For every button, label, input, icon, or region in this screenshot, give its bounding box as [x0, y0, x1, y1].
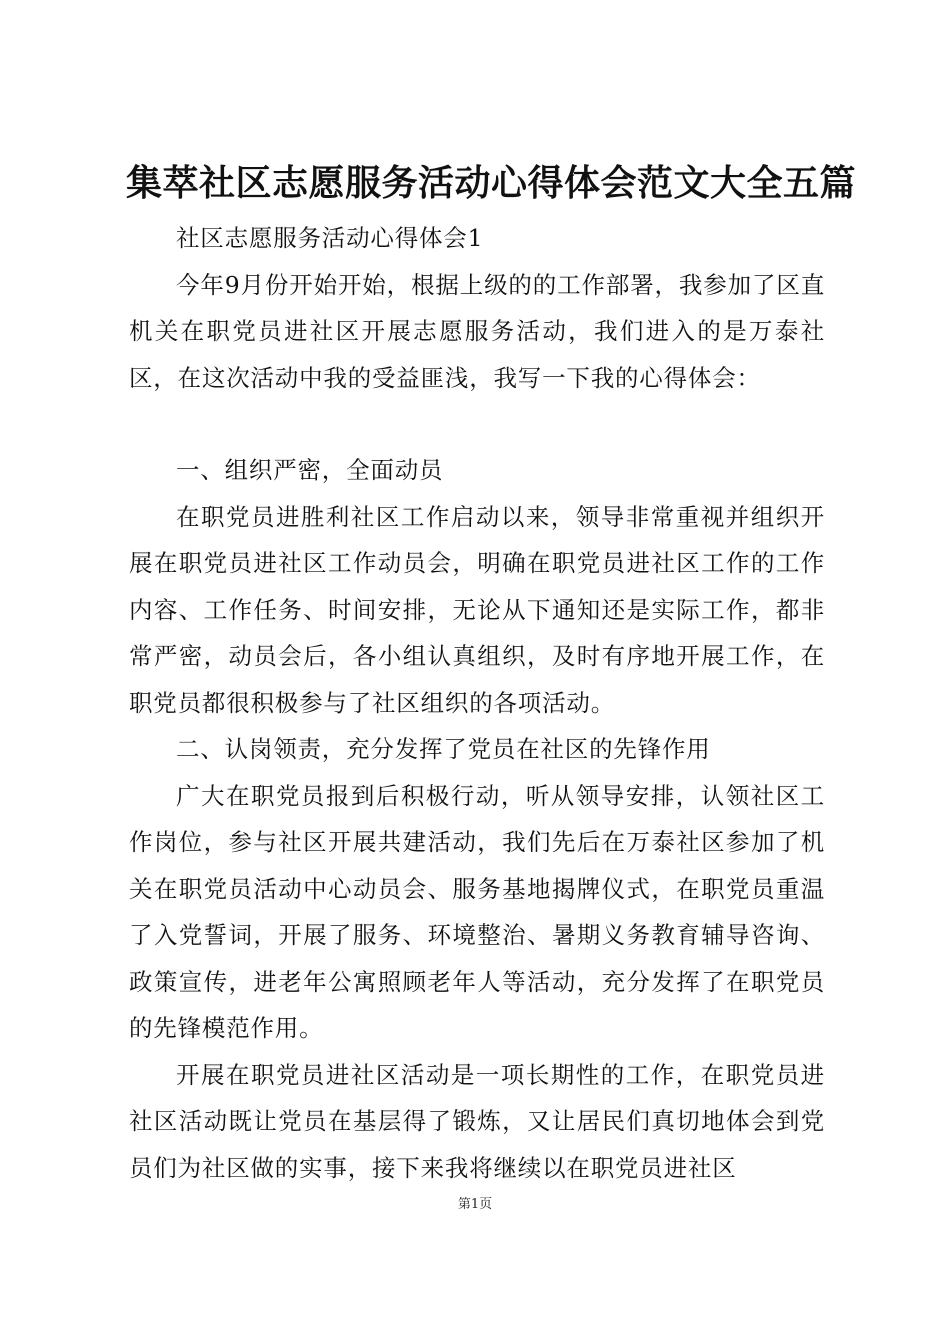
paragraph-longterm: 开展在职党员进社区活动是一项长期性的工作，在职党员进社区活动既让党员在基层得了锻炼，又让居民们真切地体会到党员们为社区做的实事，接下来我将继续以在职党员进社区 [129, 1060, 825, 1182]
heading-organize: 一、组织严密，全面动员 [176, 456, 444, 484]
document-body [129, 215, 825, 1191]
intro-paragraph: 今年9月份开始开始，根据上级的的工作部署，我参加了区直机关在职党员进社区开展志愿服务活动，我们进入的是万泰社区，在这次活动中我的受益匪浅，我写一下我的心得体会： [129, 270, 825, 392]
blank-line [129, 401, 825, 447]
section-heading-1: 社区志愿服务活动心得体会1 [176, 224, 484, 252]
heading-responsibility: 二、认岗领责，充分发挥了党员在社区的先锋作用 [176, 735, 711, 763]
paragraph-organize: 在职党员进胜利社区工作启动以来，领导非常重视并组织开展在职党员进社区工作动员会，明确在职党员进社区工作的工作内容、工作任务、时间安排，无论从下通知还是实际工作，都非常严密，动员会后，各小组认真组织，及时有序地开展工作，在职党员都很积极参与了社区组织的各项活动。 [129, 502, 825, 717]
document-title: 集萃社区志愿服务活动心得体会范文大全五篇 [126, 162, 857, 204]
paragraph-responsibility: 广大在职党员报到后积极行动，听从领导安排，认领社区工作岗位，参与社区开展共建活动，我们先后在万泰社区参加了机关在职党员活动中心动员会、服务基地揭牌仪式，在职党员重温了入党誓词，开展了服务、环境整治、暑期义务教育辅导咨询、政策宣传，进老年公寓照顾老年人等活动，充分发挥了在职党员的先锋模范作用。 [129, 781, 825, 1042]
page-number: 第1页 [457, 1197, 493, 1212]
